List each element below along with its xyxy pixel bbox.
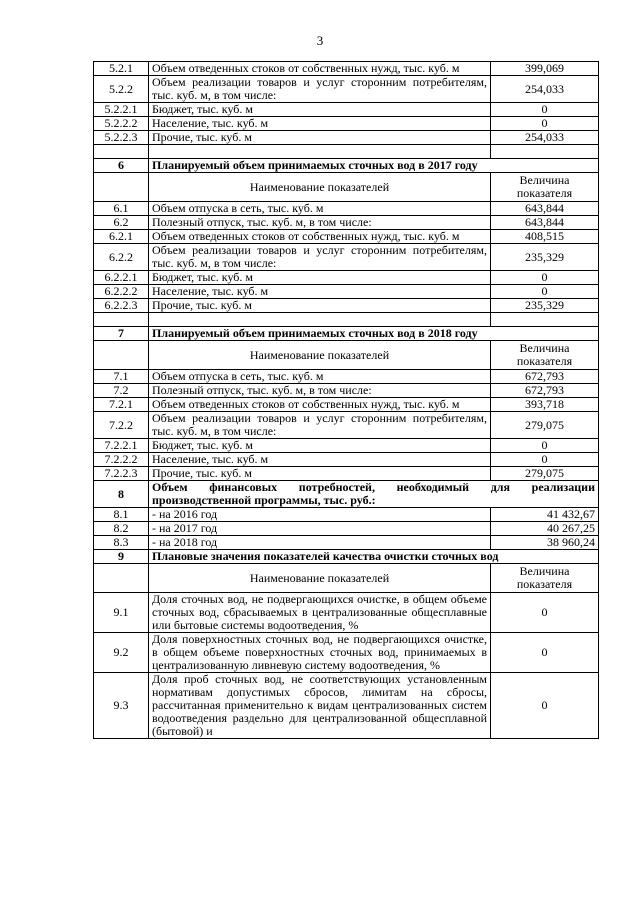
row-number: 5.2.2.1 bbox=[94, 103, 149, 117]
row-number: 5.2.2 bbox=[94, 76, 149, 103]
column-header-name: Наименование показателей bbox=[149, 564, 491, 593]
table-row bbox=[94, 384, 599, 398]
column-header-row bbox=[94, 173, 599, 202]
row-label: - на 2017 год bbox=[149, 522, 491, 536]
section-row bbox=[94, 159, 599, 173]
row-value: 38 960,24 bbox=[491, 536, 599, 550]
table-row bbox=[94, 536, 599, 550]
row-label: Объем отведенных стоков от собственных нужд, тыс. куб. м bbox=[149, 62, 491, 76]
header-blank-cell bbox=[94, 341, 149, 370]
row-number: 9.3 bbox=[94, 673, 149, 739]
table-row bbox=[94, 76, 599, 103]
table-row bbox=[94, 673, 599, 739]
table-row bbox=[94, 202, 599, 216]
row-value: 0 bbox=[491, 439, 599, 453]
row-number: 8.1 bbox=[94, 508, 149, 522]
table-row bbox=[94, 244, 599, 271]
row-label: Население, тыс. куб. м bbox=[149, 453, 491, 467]
table-row bbox=[94, 633, 599, 673]
blank-cell bbox=[149, 145, 491, 159]
column-header-value: Величина показателя bbox=[491, 341, 599, 370]
row-label: Объем реализации товаров и услуг сторонним потребителям, тыс. куб. м, в том числе: bbox=[149, 412, 491, 439]
row-number: 5.2.2.2 bbox=[94, 117, 149, 131]
row-label: Объем отпуска в сеть, тыс. куб. м bbox=[149, 370, 491, 384]
column-header-value: Величина показателя bbox=[491, 173, 599, 202]
table-row bbox=[94, 593, 599, 633]
row-value: 393,718 bbox=[491, 398, 599, 412]
blank-cell bbox=[94, 145, 149, 159]
page-number: 3 bbox=[316, 33, 324, 48]
row-value: 279,075 bbox=[491, 467, 599, 481]
section-title: Плановые значения показателей качества очистки сточных вод bbox=[149, 550, 599, 564]
row-value: 40 267,25 bbox=[491, 522, 599, 536]
row-value: 408,515 bbox=[491, 230, 599, 244]
header-blank-cell bbox=[94, 173, 149, 202]
row-value: 235,329 bbox=[491, 299, 599, 313]
row-value: 0 bbox=[491, 593, 599, 633]
row-value: 235,329 bbox=[491, 244, 599, 271]
section-number: 9 bbox=[94, 550, 149, 564]
row-number: 6.1 bbox=[94, 202, 149, 216]
table-row bbox=[94, 508, 599, 522]
indicators-table bbox=[93, 61, 599, 739]
row-value: 279,075 bbox=[491, 412, 599, 439]
blank-cell bbox=[149, 313, 491, 327]
blank-cell bbox=[491, 313, 599, 327]
row-label: Доля проб сточных вод, не соответствующих установленным нормативам допустимых сбросов, лимитам на сбросы, рассчитанная применительно к видам централизованных систем водоотведения раздельно для централизованной общесплавной (бытовой) и bbox=[149, 673, 491, 739]
section-row bbox=[94, 327, 599, 341]
row-value: 399,069 bbox=[491, 62, 599, 76]
table-row bbox=[94, 439, 599, 453]
row-label: Прочие, тыс. куб. м bbox=[149, 467, 491, 481]
table-row bbox=[94, 230, 599, 244]
row-number: 9.1 bbox=[94, 593, 149, 633]
column-header-value: Величина показателя bbox=[491, 564, 599, 593]
section-title: Планируемый объем принимаемых сточных вод в 2017 году bbox=[149, 159, 599, 173]
row-label: Объем отведенных стоков от собственных нужд, тыс. куб. м bbox=[149, 398, 491, 412]
row-label: Объем отведенных стоков от собственных нужд, тыс. куб. м bbox=[149, 230, 491, 244]
row-value: 0 bbox=[491, 103, 599, 117]
section-number: 8 bbox=[94, 481, 149, 508]
row-label: Бюджет, тыс. куб. м bbox=[149, 103, 491, 117]
table-row bbox=[94, 299, 599, 313]
row-value: 643,844 bbox=[491, 216, 599, 230]
row-value: 0 bbox=[491, 285, 599, 299]
row-number: 8.2 bbox=[94, 522, 149, 536]
table-row bbox=[94, 271, 599, 285]
row-label: Полезный отпуск, тыс. куб. м, в том числе: bbox=[149, 216, 491, 230]
row-label: Полезный отпуск, тыс. куб. м, в том числе: bbox=[149, 384, 491, 398]
row-label: Доля поверхностных сточных вод, не подвергающихся очистке, в общем объеме поверхностных сточных вод, принимаемых в централизованную ливневую систему водоотведения, % bbox=[149, 633, 491, 673]
row-value: 0 bbox=[491, 453, 599, 467]
section-number: 6 bbox=[94, 159, 149, 173]
table-row bbox=[94, 117, 599, 131]
row-label: - на 2016 год bbox=[149, 508, 491, 522]
table-row bbox=[94, 131, 599, 145]
row-number: 7.2.2 bbox=[94, 412, 149, 439]
row-value: 672,793 bbox=[491, 370, 599, 384]
row-value: 672,793 bbox=[491, 384, 599, 398]
row-label: Прочие, тыс. куб. м bbox=[149, 131, 491, 145]
table-row bbox=[94, 522, 599, 536]
table-row bbox=[94, 285, 599, 299]
column-header-name: Наименование показателей bbox=[149, 173, 491, 202]
row-number: 6.2.2.2 bbox=[94, 285, 149, 299]
row-number: 7.1 bbox=[94, 370, 149, 384]
table-row bbox=[94, 370, 599, 384]
row-value: 0 bbox=[491, 673, 599, 739]
column-header-row bbox=[94, 341, 599, 370]
row-label: Прочие, тыс. куб. м bbox=[149, 299, 491, 313]
row-value: 254,033 bbox=[491, 76, 599, 103]
row-number: 6.2.2 bbox=[94, 244, 149, 271]
row-label: Объем отпуска в сеть, тыс. куб. м bbox=[149, 202, 491, 216]
row-value: 254,033 bbox=[491, 131, 599, 145]
section-title: Объем финансовых потребностей, необходимый для реализации производственной программы, тыс. руб.: bbox=[149, 481, 599, 508]
row-label: Население, тыс. куб. м bbox=[149, 285, 491, 299]
row-number: 7.2 bbox=[94, 384, 149, 398]
table-row bbox=[94, 62, 599, 76]
section-title: Планируемый объем принимаемых сточных вод в 2018 году bbox=[149, 327, 599, 341]
table-row bbox=[94, 453, 599, 467]
row-number: 6.2 bbox=[94, 216, 149, 230]
row-label: Бюджет, тыс. куб. м bbox=[149, 271, 491, 285]
blank-row bbox=[94, 313, 599, 327]
header-blank-cell bbox=[94, 564, 149, 593]
row-number: 7.2.1 bbox=[94, 398, 149, 412]
section-row bbox=[94, 550, 599, 564]
row-value: 643,844 bbox=[491, 202, 599, 216]
row-number: 9.2 bbox=[94, 633, 149, 673]
row-number: 5.2.2.3 bbox=[94, 131, 149, 145]
row-number: 6.2.2.1 bbox=[94, 271, 149, 285]
row-value: 41 432,67 bbox=[491, 508, 599, 522]
row-number: 7.2.2.2 bbox=[94, 453, 149, 467]
section-number: 7 bbox=[94, 327, 149, 341]
table-row bbox=[94, 412, 599, 439]
row-number: 6.2.1 bbox=[94, 230, 149, 244]
blank-row bbox=[94, 145, 599, 159]
row-number: 5.2.1 bbox=[94, 62, 149, 76]
column-header-name: Наименование показателей bbox=[149, 341, 491, 370]
row-number: 6.2.2.3 bbox=[94, 299, 149, 313]
row-value: 0 bbox=[491, 117, 599, 131]
row-label: Объем реализации товаров и услуг сторонним потребителям, тыс. куб. м, в том числе: bbox=[149, 76, 491, 103]
row-number: 7.2.2.3 bbox=[94, 467, 149, 481]
row-value: 0 bbox=[491, 271, 599, 285]
table-row bbox=[94, 103, 599, 117]
row-number: 7.2.2.1 bbox=[94, 439, 149, 453]
row-label: Объем реализации товаров и услуг сторонним потребителям, тыс. куб. м, в том числе: bbox=[149, 244, 491, 271]
row-label: Население, тыс. куб. м bbox=[149, 117, 491, 131]
row-value: 0 bbox=[491, 633, 599, 673]
table-row bbox=[94, 398, 599, 412]
row-number: 8.3 bbox=[94, 536, 149, 550]
row-label: Бюджет, тыс. куб. м bbox=[149, 439, 491, 453]
table-row bbox=[94, 467, 599, 481]
row-label: - на 2018 год bbox=[149, 536, 491, 550]
section-row bbox=[94, 481, 599, 508]
column-header-row bbox=[94, 564, 599, 593]
row-label: Доля сточных вод, не подвергающихся очистке, в общем объеме сточных вод, сбрасываемых в централизованные общесплавные или бытовые системы водоотведения, % bbox=[149, 593, 491, 633]
table-row bbox=[94, 216, 599, 230]
blank-cell bbox=[491, 145, 599, 159]
blank-cell bbox=[94, 313, 149, 327]
